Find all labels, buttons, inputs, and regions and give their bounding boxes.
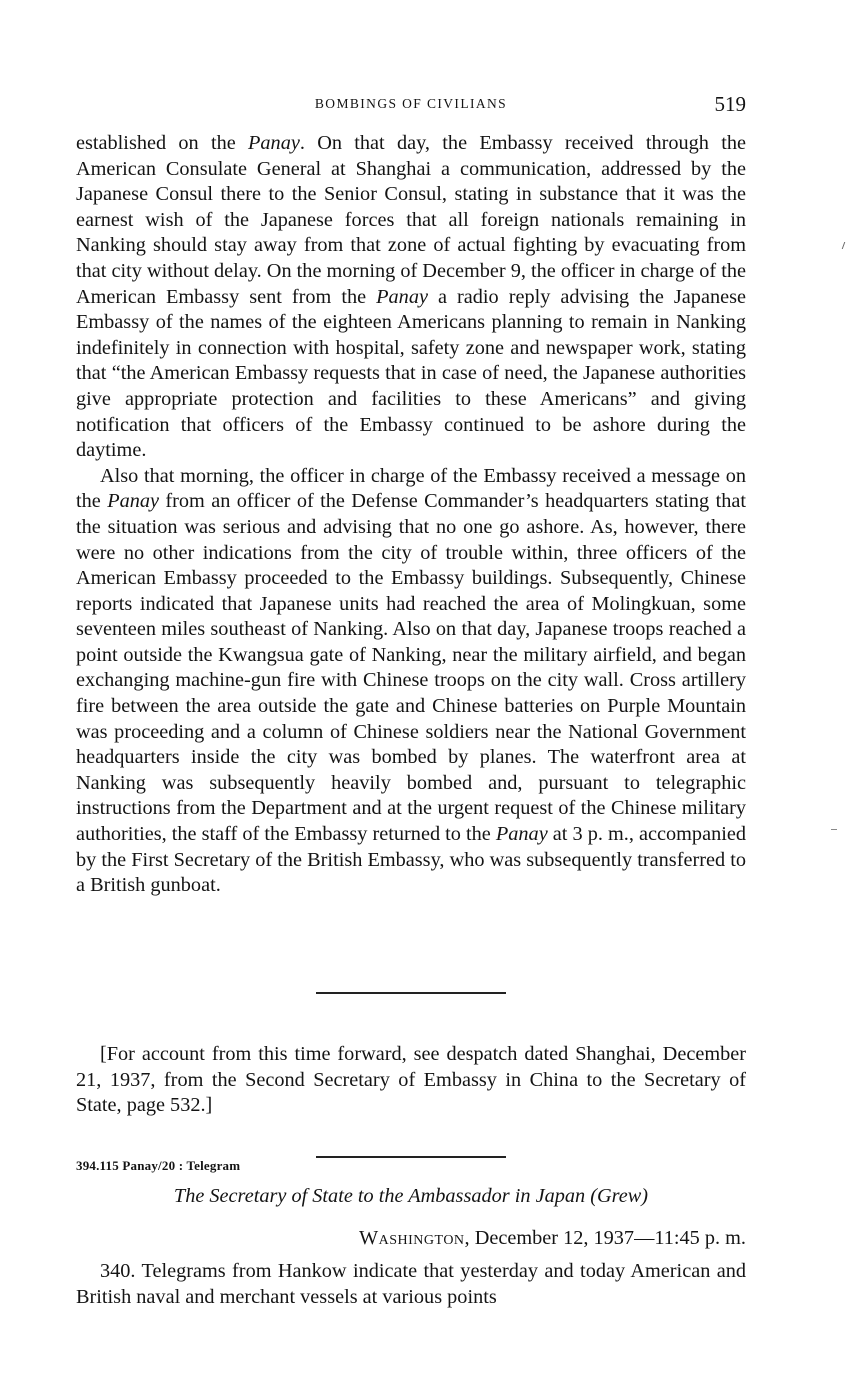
paragraph-2: [76, 464, 746, 899]
document-title-close: ): [641, 1185, 649, 1207]
paragraph-2-text-a: Also that morning, the officer in charge of the Embassy received a message on the: [76, 464, 746, 513]
telegram-body: [76, 1259, 746, 1310]
margin-mark: [831, 829, 837, 830]
ship-name: Panay: [376, 285, 428, 308]
running-title: BOMBINGS OF CIVILIANS: [314, 96, 508, 111]
body-text: [76, 131, 746, 899]
section-divider: [316, 992, 506, 994]
dateline-date: , December 12, 1937—11:45 p. m.: [464, 1227, 746, 1249]
ship-name: Panay: [107, 490, 159, 513]
document-title-name: Grew: [596, 1185, 642, 1207]
margin-mark: [842, 242, 849, 249]
paragraph-2-text-c: at 3 p. m., accompanied by the First Secretary of the British Embassy, who was subsequently transferred to a British gunboat.: [76, 823, 746, 897]
file-reference: 394.115 Panay/20 : Telegram: [76, 1158, 241, 1173]
paragraph-1: [76, 131, 746, 464]
dateline-place: Washington: [358, 1227, 465, 1249]
document-title: [76, 1185, 746, 1208]
paragraph-1-text-b: . On that day, the Embassy received through the American Consulate General at Shanghai a communication, addressed by the Japanese Consul there to the Senior Consul, stating in substance that it was the earnest wish of the Japanese forces that all foreign nationals remaining in Nanking should stay away from that zone of actual fighting by evacuating from that city without delay. On the morning of December 9, the officer in charge of the American Embassy sent from the: [76, 132, 746, 308]
editorial-note-text: [For account from this time forward, see despatch dated Shanghai, December 21, 1937, from the Second Secretary of Embassy in China to the Secretary of State, page 532.]: [76, 1043, 746, 1117]
paragraph-1-text-a: established on the: [76, 132, 249, 154]
dateline: [359, 1227, 746, 1250]
document-title-text: The Secretary of State to the Ambassador in Japan (: [173, 1185, 597, 1207]
running-head: [76, 92, 746, 118]
paragraph-2-text-b: from an officer of the Defense Commander’s headquarters stating that the situation was serious and advising that no one go ashore. As, however, there were no other indications from the city of trouble within, three officers of the American Embassy proceeded to the Embassy buildings. Subsequently, Chinese reports indicated that Japanese units had reached the area of Molingkuan, some seventeen miles southeast of Nanking. Also on that day, Japanese troops reached a point outside the Kwangsua gate of Nanking, near the military airfield, and began exchanging machine-gun fire with Chinese troops on the city wall. Cross artillery fire between the area outside the gate and Chinese batteries on Purple Mountain was proceeding and a column of Chinese soldiers near the National Government headquarters inside the city was bombed by planes. The waterfront area at Nanking was subsequently heavily bombed and, pursuant to telegraphic instructions from the Department and at the urgent request of the Chinese military authorities, the staff of the Embassy returned to the: [76, 490, 746, 846]
section-divider: [316, 1156, 506, 1158]
telegram-text: 340. Telegrams from Hankow indicate that yesterday and today American and British naval and merchant vessels at various points: [76, 1260, 746, 1308]
paragraph-1-text-c: a radio reply advising the Japanese Embassy of the names of the eighteen Americans planning to remain in Nanking indefinitely in connection with hospital, safety zone and newspaper work, stating that “the American Embassy requests that in case of need, the Japanese authorities give appropriate protection and facilities to these Americans” and giving notification that officers of the Embassy continued to be ashore during the daytime.: [76, 285, 746, 462]
editorial-note: [76, 1042, 746, 1119]
page-number: 519: [714, 92, 746, 116]
ship-name: Panay: [248, 132, 300, 154]
ship-name: Panay: [495, 823, 548, 846]
